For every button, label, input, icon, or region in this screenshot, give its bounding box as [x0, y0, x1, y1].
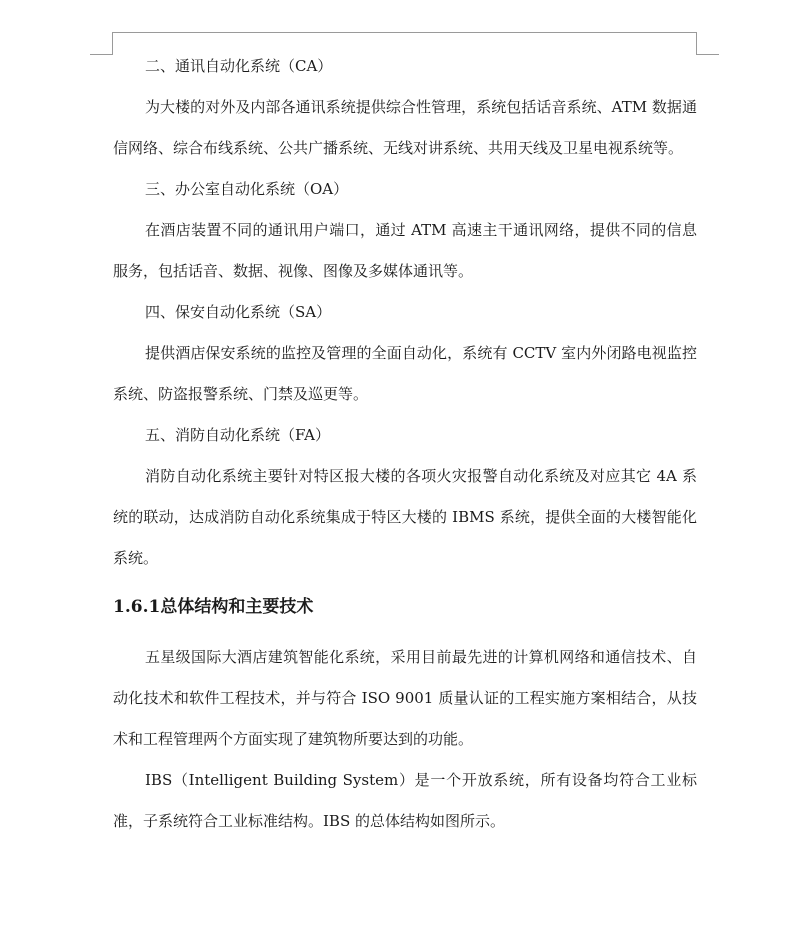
- section-heading-ca: 二、通讯自动化系统（CA）: [145, 57, 333, 75]
- section-body-oa: 在酒店装置不同的通讯用户端口，通过 ATM 高速主干通讯网络，提供不同的信息服务，包括话音、数据、视像、图像及多媒体通讯等。: [113, 221, 697, 280]
- margin-corner-top-left: [90, 32, 113, 55]
- header-margin-line: [113, 32, 696, 33]
- section-body-sa: 提供酒店保安系统的监控及管理的全面自动化，系统有 CCTV 室内外闭路电视监控系统、防盗报警系统、门禁及巡更等。: [113, 344, 697, 403]
- paragraph-overview: 五星级国际大酒店建筑智能化系统，采用目前最先进的计算机网络和通信技术、自动化技术和软件工程技术，并与符合 ISO 9001 质量认证的工程实施方案相结合，从技术和工程管理两个方面实现了建筑物所要达到的功能。: [113, 648, 697, 748]
- section-heading-sa: 四、保安自动化系统（SA）: [145, 303, 332, 321]
- subsection-title: 1.6.1总体结构和主要技术: [113, 597, 314, 617]
- document-body: [113, 46, 697, 842]
- section-body-ca: 为大楼的对外及内部各通讯系统提供综合性管理，系统包括话音系统、ATM 数据通信网络、综合布线系统、公共广播系统、无线对讲系统、共用天线及卫星电视系统等。: [113, 98, 697, 157]
- margin-corner-top-right: [696, 32, 719, 55]
- section-heading-oa: 三、办公室自动化系统（OA）: [145, 180, 349, 198]
- section-body-fa: 消防自动化系统主要针对特区报大楼的各项火灾报警自动化系统及对应其它 4A 系统的联动，达成消防自动化系统集成于特区大楼的 IBMS 系统，提供全面的大楼智能化系统。: [113, 467, 697, 567]
- paragraph-ibs: IBS（Intelligent Building System）是一个开放系统，所有设备均符合工业标准，子系统符合工业标准结构。IBS 的总体结构如图所示。: [113, 771, 697, 830]
- section-heading-fa: 五、消防自动化系统（FA）: [145, 426, 330, 444]
